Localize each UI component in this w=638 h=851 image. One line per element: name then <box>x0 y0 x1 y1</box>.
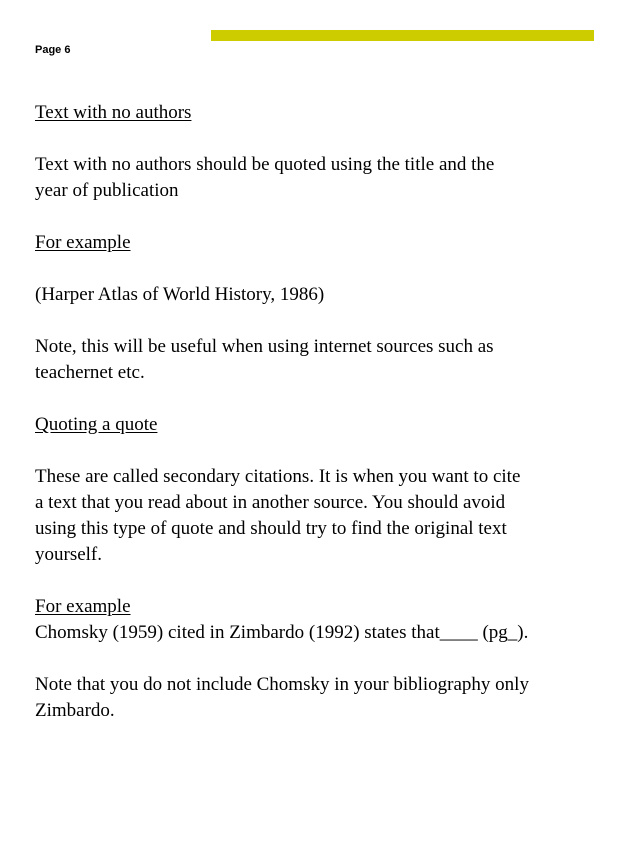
example-citation: Chomsky (1959) cited in Zimbardo (1992) states that____ (pg_). <box>35 622 529 643</box>
note-line: Zimbardo. <box>35 700 115 721</box>
paragraph-line: These are called secondary citations. It is when you want to cite <box>35 466 521 487</box>
example-citation: (Harper Atlas of World History, 1986) <box>35 284 325 305</box>
section-heading-no-authors: Text with no authors <box>35 102 192 123</box>
note-line: Note, this will be useful when using internet sources such as <box>35 336 494 357</box>
note-line: teachernet etc. <box>35 362 145 383</box>
paragraph-line: a text that you read about in another source. You should avoid <box>35 492 506 513</box>
example-label: For example <box>35 232 131 253</box>
section-heading-quoting: Quoting a quote <box>35 414 158 435</box>
note-line: Note that you do not include Chomsky in your bibliography only <box>35 674 529 695</box>
page-number: Page 6 <box>35 44 71 56</box>
header-accent-bar <box>211 30 594 41</box>
paragraph-line: yourself. <box>35 544 103 565</box>
paragraph-line: using this type of quote and should try to find the original text <box>35 518 507 539</box>
paragraph-line: Text with no authors should be quoted using the title and the <box>35 154 495 175</box>
paragraph-line: year of publication <box>35 180 179 201</box>
document-body <box>35 100 605 724</box>
example-label: For example <box>35 596 131 617</box>
